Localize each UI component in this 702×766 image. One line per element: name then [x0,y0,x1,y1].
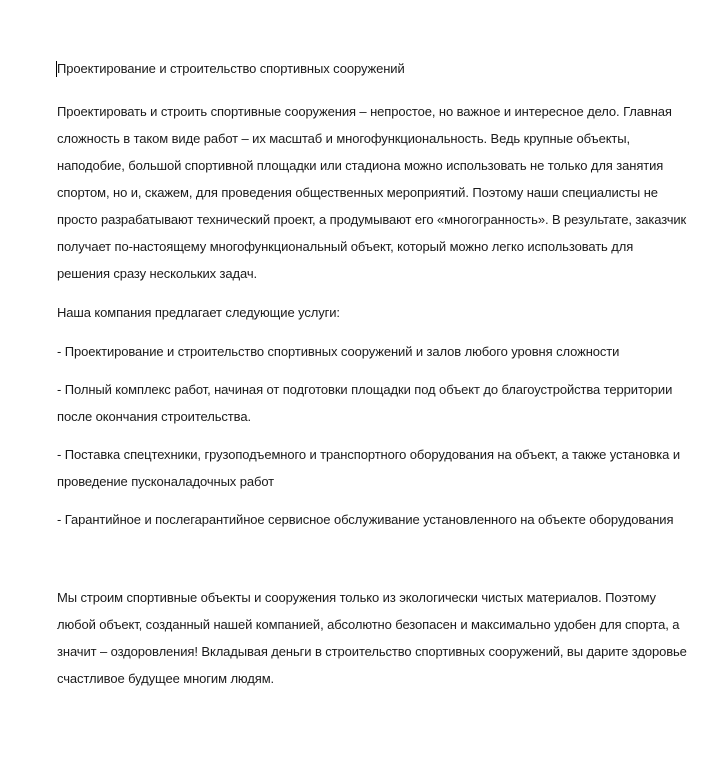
closing-paragraph: Мы строим спортивные объекты и сооружения только из экологически чистых материалов. Поэтому любой объект, созданный нашей компанией, абсолютно безопасен и максимально удобен для спорта, а значит – оздоровления! Вкладывая деньги в строительство спортивных сооружений, вы дарите здоровье счастливое будущее многим людям. [57,590,687,686]
service-item: - Гарантийное и послегарантийное сервисное обслуживание установленного на объекте оборудования [57,512,674,527]
service-item: - Полный комплекс работ, начиная от подготовки площадки под объект до благоустройства территории после окончания строительства. [57,382,673,424]
document-page [57,58,687,704]
service-item: - Проектирование и строительство спортивных сооружений и залов любого уровня сложности [57,344,620,359]
service-item: - Поставка спецтехники, грузоподъемного и транспортного оборудования на объект, а также установка и проведение пусконаладочных работ [57,447,680,489]
text-cursor [56,61,57,77]
services-intro-paragraph: Наша компания предлагает следующие услуги: [57,305,340,320]
document-heading-text: Проектирование и строительство спортивных сооружений [57,61,405,76]
empty-paragraph [57,544,687,584]
intro-paragraph: Проектировать и строить спортивные сооружения – непростое, но важное и интересное дело. Главная сложность в таком виде работ – их масштаб и многофункциональность. Ведь крупные объекты, наподобие, большой спортивной площадки или стадиона можно использовать не только для занятия спортом, но и, скажем, для проведения общественных мероприятий. Поэтому наши специалисты не просто разрабатывают технический проект, а продумывают его «многогранность». В результате, заказчик получает по-настоящему многофункциональный объект, который можно легко использовать для решения сразу нескольких задач. [57,104,687,281]
document-heading[interactable] [57,58,687,80]
